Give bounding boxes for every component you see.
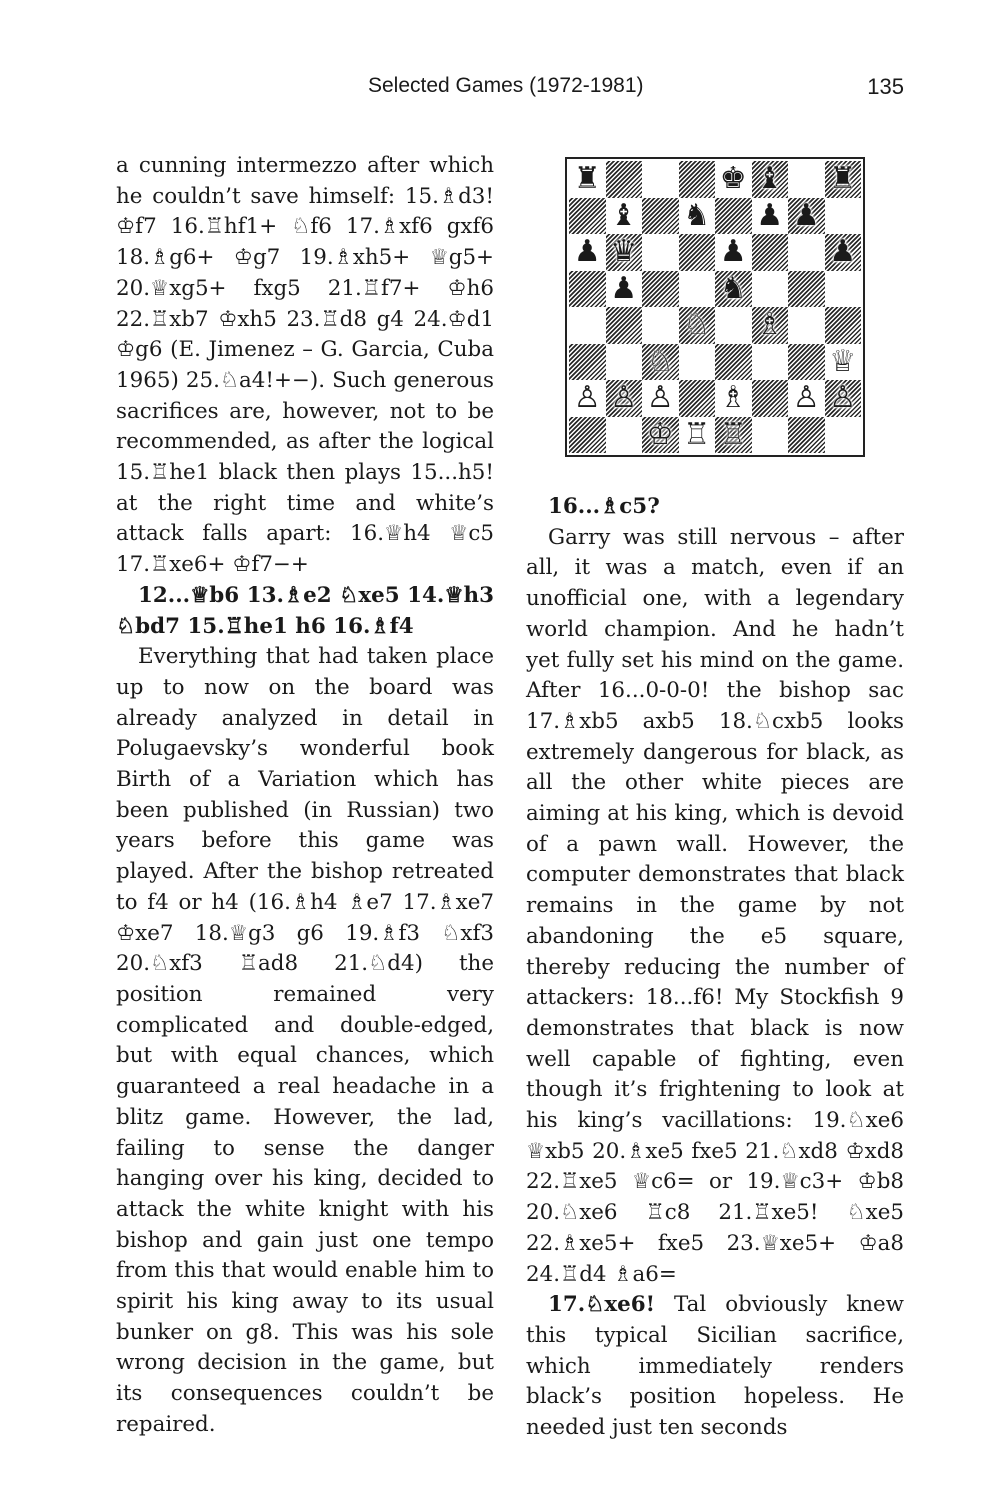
- text-paragraph: Garry was still nervous – after all, it was a match, even if an unofficial one, with a legendary world champion. And he hadn’t yet fully set his mind on the game. After 16...0-0-0! the bishop sac 17.♗xb5 axb5 18.♘cxb5 looks extremely dangerous for black, as all the other white pieces are aiming at his king, which is devoid of a pawn wall. However, the computer demonstrates that black remains in the game by not abandoning the e5 square, thereby reducing the number of attackers: 18...f6! My Stockfish 9 demonstrates that black is now well capable of fighting, even though it’s frightening to look at his king’s vacillations: 19.♘xe6 ♕xb5 20.♗xe5 fxe5 21.♘xd8 ♔xd8 22.♖xe5 ♕c6= or 19.♕c3+ ♔b8 20.♘xe6 ♖c8 21.♖xe5! ♘xe5 22.♗xe5+ fxe5 23.♕xe5+ ♔a8 24.♖d4 ♗a6=: [526, 524, 904, 1287]
- square-c8: [642, 161, 679, 198]
- chess-piece: ♖: [719, 416, 747, 452]
- square-f1: [752, 417, 789, 454]
- square-g8: [788, 161, 825, 198]
- square-a5: [569, 271, 606, 308]
- square-d1: [679, 417, 716, 454]
- square-c4: [642, 307, 679, 344]
- text-paragraph: a cunning intermezzo after which he couldn’t save himself: 15.♗d3! ♔f7 16.♖hf1+ ♘f6 17.♗xf6 gxf6 18.♗g6+ ♔g7 19.♗xh5+ ♕g5+ 20.♕xg5+ fxg5 21.♖f7+ ♔h6 22.♖xb7 ♔xh5 23.♖d8 g4 24.♔d1 ♔g6 (E. Jimenez – G. Garcia, Cuba 1965) 25.♘a4!+−). Such generous sacrifices are, however, not to be recommended, as after the logical 15.♖he1 black then plays 15...h5! at the right time and white’s attack falls apart: 16.♕h4 ♕c5 17.♖xe6+ ♔f7−+: [116, 153, 494, 578]
- square-d4: [679, 307, 716, 344]
- text-paragraph: [526, 1290, 904, 1444]
- chess-piece: ♚: [719, 161, 747, 197]
- square-d7: [679, 198, 716, 235]
- chess-piece: ♔: [646, 416, 674, 452]
- square-h4: [825, 307, 862, 344]
- chess-piece: ♛: [610, 234, 638, 270]
- chess-piece: ♕: [829, 343, 857, 379]
- chess-piece: ♟: [829, 234, 857, 270]
- square-b2: [606, 380, 643, 417]
- square-h8: [825, 161, 862, 198]
- square-a7: [569, 198, 606, 235]
- square-e6: [715, 234, 752, 271]
- square-h5: [825, 271, 862, 308]
- square-c1: [642, 417, 679, 454]
- square-d3: [679, 344, 716, 381]
- square-f2: [752, 380, 789, 417]
- square-a1: [569, 417, 606, 454]
- square-e1: [715, 417, 752, 454]
- square-f8: [752, 161, 789, 198]
- square-h1: [825, 417, 862, 454]
- chess-piece: ♗: [719, 380, 747, 416]
- square-b3: [606, 344, 643, 381]
- square-a8: [569, 161, 606, 198]
- chess-piece: ♟: [792, 197, 820, 233]
- square-a4: [569, 307, 606, 344]
- chess-piece: ♝: [756, 161, 784, 197]
- square-g6: [788, 234, 825, 271]
- square-d8: [679, 161, 716, 198]
- chess-piece: ♙: [829, 380, 857, 416]
- chess-piece: ♜: [573, 161, 601, 197]
- chess-piece: ♟: [573, 234, 601, 270]
- square-f4: [752, 307, 789, 344]
- chess-piece: ♟: [756, 197, 784, 233]
- chess-piece: ♞: [683, 197, 711, 233]
- chess-piece: ♙: [610, 380, 638, 416]
- square-a3: [569, 344, 606, 381]
- square-c7: [642, 198, 679, 235]
- right-column: [526, 492, 904, 1444]
- square-b8: [606, 161, 643, 198]
- game-moves: 12...♕b6 13.♗e2 ♘xe5 14.♕h3 ♘bd7 15.♖he1 h6 16.♗f4: [116, 582, 494, 639]
- square-g1: [788, 417, 825, 454]
- left-column: [116, 151, 494, 1441]
- square-f6: [752, 234, 789, 271]
- square-f5: [752, 271, 789, 308]
- square-e2: [715, 380, 752, 417]
- chess-piece: ♗: [756, 307, 784, 343]
- square-h7: [825, 198, 862, 235]
- square-d5: [679, 271, 716, 308]
- page-number: 135: [867, 74, 904, 99]
- square-h3: [825, 344, 862, 381]
- chess-board: [569, 161, 861, 453]
- chess-piece: ♞: [719, 270, 747, 306]
- square-h6: [825, 234, 862, 271]
- square-e8: [715, 161, 752, 198]
- chess-piece: ♟: [610, 270, 638, 306]
- running-title: Selected Games (1972-1981): [368, 74, 644, 97]
- square-f3: [752, 344, 789, 381]
- square-b5: [606, 271, 643, 308]
- square-c6: [642, 234, 679, 271]
- page-header: [0, 74, 1000, 108]
- chess-piece: ♝: [610, 197, 638, 233]
- square-c3: [642, 344, 679, 381]
- square-h2: [825, 380, 862, 417]
- square-a6: [569, 234, 606, 271]
- square-g7: [788, 198, 825, 235]
- game-moves: 16...♗c5?: [548, 494, 660, 519]
- square-d2: [679, 380, 716, 417]
- chess-piece: ♙: [792, 380, 820, 416]
- square-e3: [715, 344, 752, 381]
- text-paragraph: Everything that had taken place up to now on the board was already analyzed in detail in Polugaevsky’s wonderful book Birth of a Variation which has been published (in Russian) two years before this game was played. After the bishop retreated to f4 or h4 (16.♗h4 ♗e7 17.♗xe7 ♔xe7 18.♕g3 g6 19.♗f3 ♘xf3 20.♘xf3 ♖ad8 21.♘d4) the position remained very complicated and double-edged, but with equal chances, which guaranteed a real headache in a blitz game. However, the lad, failing to sense the danger hanging over his king, decided to attack the white knight with his bishop and gain just one tempo from this that would enable him to spirit his king away to its usual bunker on g8. This was his sole wrong decision in the game, but its consequences couldn’t be repaired.: [116, 644, 494, 1437]
- chess-piece: ♟: [719, 234, 747, 270]
- square-g4: [788, 307, 825, 344]
- paragraph-body: Tal obviously knew this typical Sicilian sacrifice, which immediately renders black’s position hopeless. He needed just ten seconds: [526, 1292, 904, 1441]
- move-lead: 17.♘xe6!: [548, 1292, 656, 1318]
- square-b1: [606, 417, 643, 454]
- square-g2: [788, 380, 825, 417]
- square-e4: [715, 307, 752, 344]
- chess-piece: ♖: [683, 416, 711, 452]
- chess-piece: ♙: [573, 380, 601, 416]
- chess-piece: ♘: [646, 343, 674, 379]
- square-e5: [715, 271, 752, 308]
- square-c5: [642, 271, 679, 308]
- square-g5: [788, 271, 825, 308]
- chess-piece: ♘: [683, 307, 711, 343]
- square-b4: [606, 307, 643, 344]
- square-g3: [788, 344, 825, 381]
- chess-diagram: [565, 157, 865, 457]
- square-a2: [569, 380, 606, 417]
- square-b6: [606, 234, 643, 271]
- square-d6: [679, 234, 716, 271]
- square-f7: [752, 198, 789, 235]
- chess-piece: ♙: [646, 380, 674, 416]
- square-b7: [606, 198, 643, 235]
- chess-piece: ♜: [829, 161, 857, 197]
- square-c2: [642, 380, 679, 417]
- square-e7: [715, 198, 752, 235]
